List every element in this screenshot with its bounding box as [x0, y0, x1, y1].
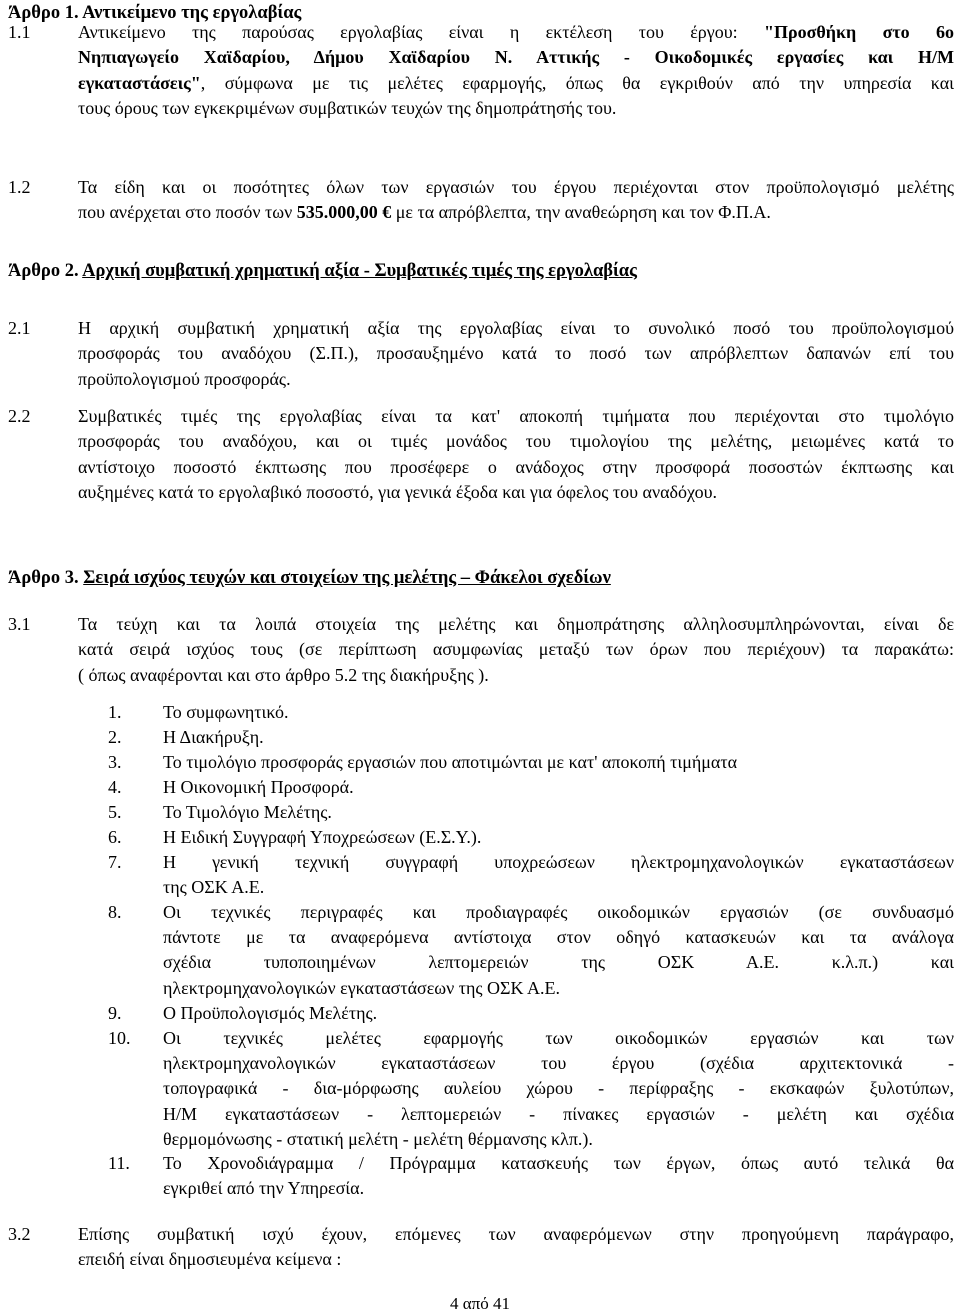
paragraph-1-1: Αντικείμενο της παρούσας εργολαβίας είναι η εκτέλεση του έργου: "Προσθήκη στο 6ο Νηπιαγωγείο Χαϊδαρίου, Δήμου Χαϊδαρίου Ν. Αττικής - Οικοδομικές εργασίες και Η/Μ εγκαταστάσεις", σύμφωνα με τις μελέτες εφαρμογής, όπως θα εγκριθούν από την υπηρεσία και τους όρους των εγκεκριμένων συμβατικών τευχών της δημοπράτησής του.: [78, 22, 954, 118]
paragraph-number: 1.1: [8, 22, 31, 42]
paragraph-number: 3.2: [8, 1224, 31, 1244]
document-page: Άρθρο 1. Αντικείμενο της εργολαβίας 1.1 Αντικείμενο της παρούσας εργολαβίας είναι η εκτέλεση του έργου: "Προσθήκη στο 6ο Νηπιαγωγείο Χαϊδαρίου, Δήμου Χαϊδαρίου Ν. Αττικής - Οικοδομικές εργασίες και Η/Μ εγκαταστάσεις", σύμφωνα με τις μελέτες εφαρμογής, όπως θα εγκριθούν από την υπηρεσία και τους όρους των εγκεκριμένων συμβατικών τευχών της δημοπράτησής του. 1.2 Τα είδη και οι ποσότητες όλων των εργασιών του έργου περιέχονται στον προϋπολογισμό μελέτης που ανέρχεται στο ποσόν των 535.000,00 € με τα απρόβλεπτα, την αναθεώρηση και τον Φ.Π.Α. Άρθρο 2. Αρχική συμβατική χρηματική αξία - Συμβατικές τιμές της εργολαβίας 2.1 Η αρχική συμβατική χρηματική αξία της εργολαβίας είναι το συνολικό ποσό του προϋπολογισμού προσφοράς του αναδόχου (Σ.Π.), προσαυξημένο κατά το ποσό των απρόβλεπτων δαπανών επί του προϋπολογισμού προσφοράς. 2.2 Συμβατικές τιμές της εργολαβίας είναι τα κατ' αποκοπή τιμήματα που περιέχονται στο τιμολόγιο προσφοράς του αναδόχου, και οι τιμές μονάδος του τιμολογίου της μελέτης, μειωμένες κατά το αντίστοιχο ποσοστό έκπτωσης που προσέφερε ο ανάδοχος στην προσφορά ποσοστών έκπτωσης και αυξημένες κατά το εργολαβικό ποσοστό, για γενικά έξοδα και για όφελος του αναδόχου. Άρθρο 3. Σειρά ισχύος τευχών και στοιχείων της μελέτης – Φάκελοι σχεδίων 3.1 Τα τεύχη και τα λοιπά στοιχεία της μελέτης και δημοπράτησης αλληλοσυμπληρώνονται, είναι δε κατά σειρά ισχύος τους (σε περίπτωση ασυμφωνίας μεταξύ των όρων που περιέχουν) τα παρακάτω: ( όπως αναφέρονται και στο άρθρο 5.2 της διακήρυξης ). 1. Το συμφωνητικό. 2. Η Διακήρυξη. 3. Το τιμολόγιο προσφοράς εργασιών που αποτιμώνται με κατ' αποκοπή τιμήματα 4. Η Οικονομική Προσφορά. 5. Το Τιμολόγιο Μελέτης. 6. Η Ειδική Συγγραφή Υποχρεώσεων (Ε.Σ.Υ.). 7. Η γενική τεχνική συγγραφή υποχρεώσεων ηλεκτρομηχανολογικών εγκαταστάσεων της ΟΣΚ Α.Ε. 8. Οι τεχνικές περιγραφές και προδιαγραφές οικοδομικών εργασιών (σε συνδυασμό πάντοτε με τα αναφερόμενα αντίστοιχα στον οδηγό κατασκευών και τα ανάλογα σχέδια τυποποιημένων λεπτομερειών της ΟΣΚ Α.Ε. κ.λ.π.) και ηλεκτρομηχανολογικών εγκαταστάσεων της ΟΣΚ Α.Ε. 9. Ο Προϋπολογισμός Μελέτης. 10. Οι τεχνικές μελέτες εφαρμογής των οικοδομικών εργασιών και των ηλεκτρομηχανολογικών εγκαταστάσεων του έργου (σχέδια αρχιτεκτονικά - τοπογραφικά - δια-μόρφωσης αυλείου χώρου - περίφραξης - εκσκαφών ξυλοτύπων, Η/Μ εγκαταστάσεων - λεπτομερειών - πίνακες εργασιών - μελέτη και σχέδια θερμομόνωσης - στατική μελέτη - μελέτη θέρμανσης κλπ.). 11. Το Χρονοδιάγραμμα / Πρόγραμμα κατασκευής των έργων, όπως αυτό τελικά θα εγκριθεί από την Υπηρεσία. 3.2 Επίσης συμβατική ισχύ έχουν, επόμενες των αναφερόμενων στην προηγούμενη παράγραφο, επειδή είναι δημοσιευμένα κείμενα : 4 από 41: [0, 0, 960, 1315]
paragraph-2-1: Η αρχική συμβατική χρηματική αξία της εργολαβίας είναι το συνολικό ποσό του προϋπολογισμού προσφοράς του αναδόχου (Σ.Π.), προσαυξημένο κατά το ποσό των απρόβλεπτων δαπανών επί του προϋπολογισμού προσφοράς.: [78, 318, 954, 389]
paragraph-1-2: Τα είδη και οι ποσότητες όλων των εργασιών του έργου περιέχονται στον προϋπολογισμό μελέτης που ανέρχεται στο ποσόν των 535.000,00 € με τα απρόβλεπτα, την αναθεώρηση και τον Φ.Π.Α.: [78, 177, 954, 223]
paragraph-number: 3.1: [8, 614, 31, 634]
article-3-heading: Άρθρο 3. Σειρά ισχύος τευχών και στοιχείων της μελέτης – Φάκελοι σχεδίων: [8, 568, 611, 588]
page-number: 4 από 41: [450, 1294, 510, 1313]
article-1-heading: Άρθρο 1. Αντικείμενο της εργολαβίας: [8, 3, 302, 23]
paragraph-3-2: Επίσης συμβατική ισχύ έχουν, επόμενες των αναφερόμενων στην προηγούμενη παράγραφο, επειδή είναι δημοσιευμένα κείμενα :: [78, 1224, 954, 1270]
article-2-heading: Άρθρο 2. Αρχική συμβατική χρηματική αξία - Συμβατικές τιμές της εργολαβίας: [8, 261, 637, 281]
paragraph-2-2: Συμβατικές τιμές της εργολαβίας είναι τα κατ' αποκοπή τιμήματα που περιέχονται στο τιμολόγιο προσφοράς του αναδόχου, και οι τιμές μονάδος του τιμολογίου της μελέτης, μειωμένες κατά το αντίστοιχο ποσοστό έκπτωσης που προσέφερε ο ανάδοχος στην προσφορά ποσοστών έκπτωσης και αυξημένες κατά το εργολαβικό ποσοστό, για γενικά έξοδα και για όφελος του αναδόχου.: [78, 406, 954, 502]
paragraph-number: 2.2: [8, 406, 31, 426]
paragraph-3-1: Τα τεύχη και τα λοιπά στοιχεία της μελέτης και δημοπράτησης αλληλοσυμπληρώνονται, είναι δε κατά σειρά ισχύος τους (σε περίπτωση ασυμφωνίας μεταξύ των όρων που περιέχουν) τα παρακάτω: ( όπως αναφέρονται και στο άρθρο 5.2 της διακήρυξης ).: [78, 614, 954, 685]
paragraph-number: 2.1: [8, 318, 31, 338]
paragraph-number: 1.2: [8, 177, 31, 197]
